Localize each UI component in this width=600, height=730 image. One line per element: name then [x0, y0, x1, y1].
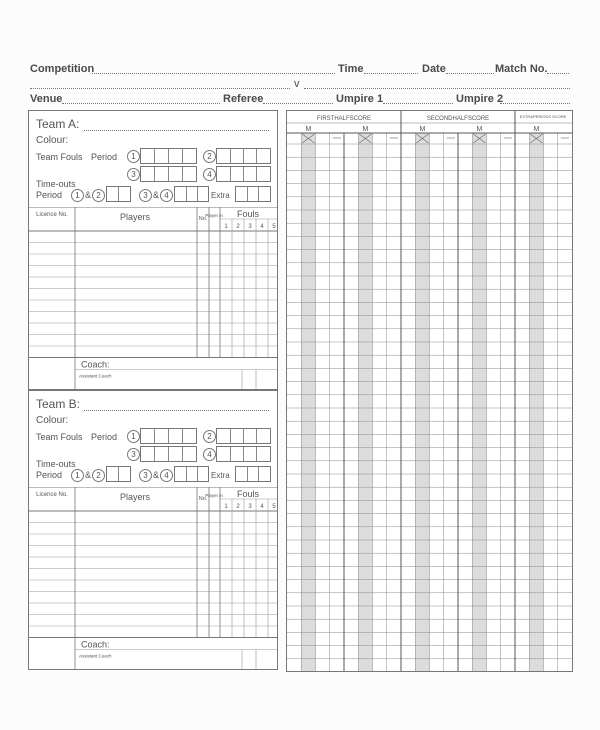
team-b-timeouts-extra-boxes[interactable] [235, 466, 271, 482]
versus-label: v [294, 78, 300, 90]
team-b-fouls-p1-boxes[interactable] [140, 428, 197, 444]
away-team-field[interactable] [304, 88, 570, 89]
m-label: M [476, 126, 483, 133]
assistant-coach-label: Assistant Coach [79, 373, 112, 379]
team-a-players-table [29, 207, 277, 389]
first-half-header: FIRSTHALFSCORE [316, 116, 372, 122]
team-a-timeouts-label: Time-outs [36, 179, 76, 189]
m-label: M [305, 126, 312, 133]
team-a-period-label: Period [91, 152, 118, 162]
team-b-period-4-marker: 4 [203, 448, 216, 461]
referee-field[interactable] [263, 103, 333, 104]
ampersand: & [85, 190, 92, 200]
team-a-title: Team A: [36, 117, 80, 131]
umpire2-label: Umpire 2 [456, 93, 504, 105]
team-b-timeouts-label: Time-outs [36, 459, 76, 469]
team-a-extra-label: Extra [211, 191, 230, 200]
assistant-coach-label: Assistant Coach [79, 653, 112, 659]
umpire2-field[interactable] [500, 103, 570, 104]
team-a-fouls-p3-boxes[interactable] [140, 166, 197, 182]
players-header: Players [119, 492, 151, 502]
team-b-title: Team B: [36, 397, 81, 411]
team-b-timeouts-p34-boxes[interactable] [174, 466, 209, 482]
team-a-period-2-marker: 2 [203, 150, 216, 163]
team-a-to-period-2: 2 [92, 189, 105, 202]
umpire1-field[interactable] [383, 103, 453, 104]
venue-label: Venue [30, 93, 63, 105]
team-a-period-3-marker: 3 [127, 168, 140, 181]
team-b-fouls-p4-boxes[interactable] [216, 446, 271, 462]
time-field[interactable] [364, 73, 418, 74]
date-label: Date [422, 63, 446, 75]
team-a-fouls-p1-boxes[interactable] [140, 148, 197, 164]
home-team-field[interactable] [30, 88, 290, 89]
team-b-period-1-marker: 1 [127, 430, 140, 443]
referee-label: Referee [223, 93, 264, 105]
team-a-name-field[interactable] [84, 130, 269, 131]
team-b-colour-label: Colour: [36, 415, 69, 426]
team-a-to-period-4: 4 [160, 189, 173, 202]
team-b-to-period-4: 4 [160, 469, 173, 482]
foul-number-5: 5 [272, 224, 276, 230]
running-score-panel [286, 110, 573, 672]
team-a-period-1-marker: 1 [127, 150, 140, 163]
ampersand: & [153, 470, 160, 480]
foul-number-2: 2 [236, 224, 240, 230]
ampersand: & [153, 190, 160, 200]
team_b-table-grid[interactable] [29, 487, 277, 669]
foul-number-5: 5 [272, 504, 276, 510]
competition-label: Competition [30, 63, 95, 75]
team_a-table-grid[interactable] [29, 207, 277, 389]
team-b-fouls-p2-boxes[interactable] [216, 428, 271, 444]
licence-no-header: Licence No. [36, 212, 68, 218]
m-label: M [362, 126, 369, 133]
team-b-fouls-p3-boxes[interactable] [140, 446, 197, 462]
foul-number-1: 1 [224, 504, 228, 510]
team-a-to-period-3: 3 [139, 189, 152, 202]
team-b-timeouts-period-label: Period [36, 470, 63, 480]
team-a-timeouts-p12-boxes[interactable] [106, 186, 131, 202]
foul-number-4: 4 [260, 504, 264, 510]
m-column-shade [529, 133, 543, 671]
ampersand: & [85, 470, 92, 480]
foul-number-4: 4 [260, 224, 264, 230]
foul-number-3: 3 [248, 504, 252, 510]
team-b-fouls-label: Team Fouls [36, 432, 83, 442]
team-b-players-table [29, 487, 277, 669]
foul-number-3: 3 [248, 224, 252, 230]
player-in-header: Player in [205, 493, 223, 498]
team-a-fouls-label: Team Fouls [36, 152, 83, 162]
fouls-header: Fouls [236, 489, 260, 499]
team-a-timeouts-extra-boxes[interactable] [235, 186, 271, 202]
team-a-period-4-marker: 4 [203, 168, 216, 181]
match-no-field[interactable] [547, 73, 569, 74]
team-b-extra-label: Extra [211, 471, 230, 480]
venue-field[interactable] [62, 103, 220, 104]
foul-number-2: 2 [236, 504, 240, 510]
team-b-period-3-marker: 3 [127, 448, 140, 461]
team-b-name-field[interactable] [84, 410, 269, 411]
team-a-timeouts-p34-boxes[interactable] [174, 186, 209, 202]
competition-field[interactable] [92, 73, 335, 74]
m-label: M [419, 126, 426, 133]
team-b-to-period-2: 2 [92, 469, 105, 482]
m-column-shade [415, 133, 429, 671]
player-in-header: Player in [205, 213, 223, 218]
team-a-to-period-1: 1 [71, 189, 84, 202]
team-b-timeouts-p12-boxes[interactable] [106, 466, 131, 482]
m-column-shade [358, 133, 372, 671]
team-a-timeouts-period-label: Period [36, 190, 63, 200]
match-no-label: Match No. [495, 63, 548, 75]
team-b-to-period-3: 3 [139, 469, 152, 482]
team-a-fouls-p4-boxes[interactable] [216, 166, 271, 182]
foul-number-1: 1 [224, 224, 228, 230]
m-column-shade [301, 133, 315, 671]
time-label: Time [338, 63, 364, 75]
extra-periods-header: EXTRAPERIODS SCORE [519, 114, 567, 119]
team-b-period-2-marker: 2 [203, 430, 216, 443]
number-header: No. [198, 216, 208, 222]
team-b-period-label: Period [91, 432, 118, 442]
coach-label: Coach: [81, 359, 110, 370]
number-header: No. [198, 496, 208, 502]
date-field[interactable] [446, 73, 494, 74]
running-score-grid[interactable] [287, 111, 572, 671]
umpire1-label: Umpire 1 [336, 93, 384, 105]
licence-no-header: Licence No. [36, 492, 68, 498]
team-a-fouls-p2-boxes[interactable] [216, 148, 271, 164]
m-label: M [533, 126, 540, 133]
team-b-panel [28, 390, 278, 670]
fouls-header: Fouls [236, 209, 260, 219]
team-b-to-period-1: 1 [71, 469, 84, 482]
team-a-panel [28, 110, 278, 390]
second-half-header: SECONDHALFSCORE [426, 116, 490, 122]
players-header: Players [119, 212, 151, 222]
team-a-colour-label: Colour: [36, 135, 69, 146]
m-column-shade [472, 133, 486, 671]
coach-label: Coach: [81, 639, 110, 650]
